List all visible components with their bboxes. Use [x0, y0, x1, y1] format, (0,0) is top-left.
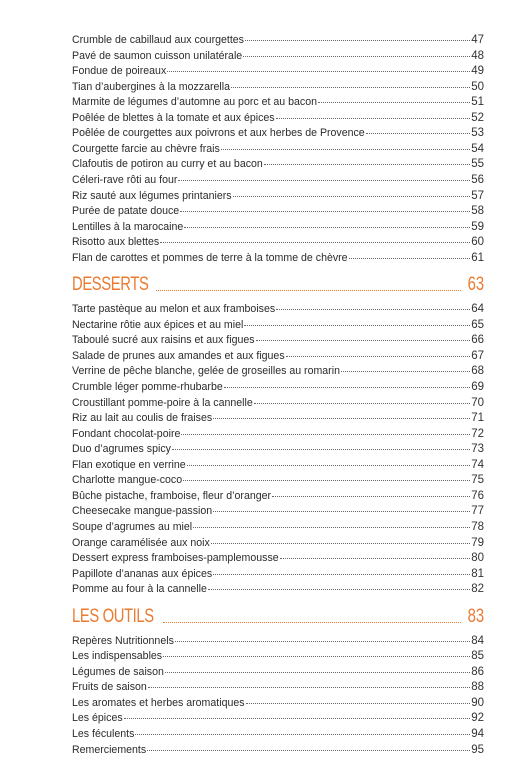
entry-title: Riz sauté aux légumes printaniers	[72, 189, 232, 202]
toc-entry	[72, 697, 484, 709]
entry-title: Fondant chocolat-poire	[72, 427, 181, 440]
entry-page-number: 84	[471, 634, 484, 647]
dot-leader	[264, 164, 470, 165]
toc-entry	[72, 65, 484, 77]
dot-leader	[187, 465, 471, 466]
entry-title: Croustillant pomme-poire à la cannelle	[72, 396, 253, 409]
entry-page-number: 54	[471, 142, 484, 155]
entry-page-number: 77	[471, 505, 484, 518]
toc-entry	[72, 412, 484, 424]
entry-page-number: 76	[471, 489, 484, 502]
entry-page-number: 82	[471, 583, 484, 596]
entry-page-number: 52	[471, 111, 484, 124]
toc-entry	[72, 236, 484, 248]
entry-page-number: 88	[471, 681, 484, 694]
entry-title: Purée de patate douce	[72, 205, 180, 218]
entry-title: Les épices	[72, 712, 123, 725]
entry-page-number: 75	[471, 474, 484, 487]
entry-page-number: 56	[471, 173, 484, 186]
entry-title: Fruits de saison	[72, 681, 147, 694]
entry-title: Charlotte mangue-coco	[72, 474, 183, 487]
section-title: LES OUTILS	[72, 605, 154, 627]
dot-leader	[221, 149, 470, 150]
toc-entry	[72, 666, 484, 678]
toc-entry	[72, 537, 484, 549]
entry-title: Légumes de saison	[72, 665, 164, 678]
entry-title: Cheesecake mangue-passion	[72, 505, 213, 518]
entry-page-number: 86	[471, 665, 484, 678]
toc-entry	[72, 568, 484, 580]
dot-leader	[183, 480, 470, 481]
entry-page-number: 79	[471, 536, 484, 549]
dot-leader	[193, 527, 470, 528]
entry-page-number: 64	[471, 303, 484, 316]
dot-leader	[163, 656, 470, 657]
entry-page-number: 47	[471, 34, 484, 46]
toc-entry	[72, 505, 484, 517]
dot-leader	[124, 718, 471, 719]
entry-title: Lentilles à la marocaine	[72, 220, 184, 233]
toc-entry	[72, 397, 484, 409]
entry-page-number: 90	[471, 696, 484, 709]
entry-page-number: 85	[471, 650, 484, 663]
dot-leader	[163, 622, 461, 623]
dot-leader	[231, 87, 470, 88]
entry-page-number: 49	[471, 65, 484, 78]
entry-title: Poêlée de courgettes aux poivrons et aux herbes de Provence	[72, 127, 365, 140]
dot-leader	[272, 496, 470, 497]
toc-entry	[72, 365, 484, 377]
entry-title: Repères Nutritionnels	[72, 634, 174, 647]
toc-entry	[72, 459, 484, 471]
toc-entry	[72, 583, 484, 595]
toc-entry	[72, 650, 484, 662]
entry-title: Courgette farcie au chèvre frais	[72, 142, 220, 155]
entry-page-number: 95	[471, 743, 484, 756]
dot-leader	[213, 418, 470, 419]
dot-leader	[184, 227, 470, 228]
entry-title: Papillote d’ananas aux épices	[72, 567, 213, 580]
toc-entry	[72, 334, 484, 346]
toc-entry	[72, 174, 484, 186]
entry-page-number: 60	[471, 236, 484, 249]
entry-title: Orange caramélisée aux noix	[72, 536, 210, 549]
toc-entry	[72, 712, 484, 724]
toc-entry	[72, 81, 484, 93]
section-page-number: 83	[467, 605, 484, 627]
dot-leader	[349, 258, 471, 259]
dot-leader	[276, 309, 470, 310]
dot-leader	[160, 242, 470, 243]
dot-leader	[366, 133, 471, 134]
entry-page-number: 61	[471, 251, 484, 264]
toc-entry	[72, 252, 484, 264]
dot-leader	[318, 102, 470, 103]
dot-leader	[246, 703, 471, 704]
dot-leader	[172, 449, 470, 450]
entry-title: Remerciements	[72, 743, 147, 756]
dot-leader	[175, 641, 470, 642]
entry-title: Soupe d’agrumes au miel	[72, 520, 193, 533]
toc-entry	[72, 190, 484, 202]
entry-title: Risotto aux blettes	[72, 236, 160, 249]
dot-leader	[208, 589, 470, 590]
entry-title: Les féculents	[72, 728, 135, 740]
entry-page-number: 58	[471, 205, 484, 218]
entry-page-number: 81	[471, 567, 484, 580]
entry-page-number: 74	[471, 458, 484, 471]
toc-entry	[72, 158, 484, 170]
toc-entry	[72, 350, 484, 362]
dot-leader	[341, 371, 470, 372]
dot-leader	[135, 734, 470, 735]
toc-entry	[72, 521, 484, 533]
dot-leader	[148, 687, 470, 688]
dot-leader	[245, 40, 470, 41]
dot-leader	[244, 325, 470, 326]
entry-page-number: 70	[471, 396, 484, 409]
section-page-number: 63	[467, 274, 484, 296]
entry-page-number: 65	[471, 318, 484, 331]
entry-page-number: 68	[471, 365, 484, 378]
entry-title: Marmite de légumes d’automne au porc et au bacon	[72, 96, 317, 109]
entry-title: Fondue de poireaux	[72, 65, 167, 78]
dot-leader	[180, 211, 470, 212]
entry-title: Taboulé sucré aux raisins et aux figues	[72, 334, 255, 347]
entry-page-number: 50	[471, 80, 484, 93]
toc-entry	[72, 221, 484, 233]
entry-title: Crumble de cabillaud aux courgettes	[72, 34, 244, 46]
dot-leader	[254, 403, 470, 404]
entry-page-number: 94	[471, 728, 484, 740]
toc-entry	[72, 205, 484, 217]
dot-leader	[233, 196, 471, 197]
dot-leader	[156, 290, 461, 291]
entry-page-number: 71	[471, 412, 484, 425]
entry-title: Poêlée de blettes à la tomate et aux épices	[72, 111, 275, 124]
toc-entry	[72, 34, 484, 46]
entry-title: Flan de carottes et pommes de terre à la tomme de chèvre	[72, 251, 348, 264]
entry-page-number: 51	[471, 96, 484, 109]
entry-title: Tarte pastèque au melon et aux framboises	[72, 303, 276, 316]
entry-title: Nectarine rôtie aux épices et au miel	[72, 318, 244, 331]
entry-page-number: 73	[471, 443, 484, 456]
entry-title: Bûche pistache, framboise, fleur d’oranger	[72, 489, 272, 502]
toc-entry	[72, 728, 484, 740]
toc-entry	[72, 681, 484, 693]
toc-entry	[72, 474, 484, 486]
entry-page-number: 69	[471, 381, 484, 393]
dot-leader	[256, 340, 471, 341]
entry-title: Crumble léger pomme-rhubarbe	[72, 381, 223, 393]
toc-entry	[72, 303, 484, 315]
entry-page-number: 53	[471, 127, 484, 140]
toc-entry	[72, 381, 484, 393]
dot-leader	[213, 574, 470, 575]
toc-entry	[72, 490, 484, 502]
entry-page-number: 66	[471, 334, 484, 347]
entry-page-number: 72	[471, 427, 484, 440]
entry-title: Duo d’agrumes spicy	[72, 443, 171, 456]
entry-title: Verrine de pêche blanche, gelée de groseilles au romarin	[72, 365, 340, 378]
dot-leader	[280, 558, 471, 559]
entry-title: Riz au lait au coulis de fraises	[72, 412, 213, 425]
dot-leader	[243, 56, 470, 57]
dot-leader	[147, 750, 470, 751]
toc-entry	[72, 50, 484, 62]
section-title: DESSERTS	[72, 274, 149, 296]
entry-title: Pomme au four à la cannelle	[72, 583, 207, 596]
toc-entry	[72, 428, 484, 440]
section-heading	[72, 275, 484, 295]
toc-entry	[72, 143, 484, 155]
entry-page-number: 67	[471, 349, 484, 362]
entry-title: Tian d’aubergines à la mozzarella	[72, 80, 231, 93]
entry-page-number: 92	[471, 712, 484, 725]
toc-entry	[72, 635, 484, 647]
toc-entry	[72, 96, 484, 108]
entry-title: Céleri-rave rôti au four	[72, 173, 178, 186]
dot-leader	[181, 434, 470, 435]
entry-page-number: 48	[471, 49, 484, 62]
entry-title: Les indispensables	[72, 650, 163, 663]
toc-entry	[72, 127, 484, 139]
dot-leader	[178, 180, 470, 181]
dot-leader	[211, 543, 470, 544]
dot-leader	[224, 387, 470, 388]
entry-title: Salade de prunes aux amandes et aux figues	[72, 349, 285, 362]
entry-title: Les aromates et herbes aromatiques	[72, 696, 245, 709]
dot-leader	[213, 511, 470, 512]
toc-entry	[72, 112, 484, 124]
entry-page-number: 80	[471, 552, 484, 565]
entry-page-number: 78	[471, 520, 484, 533]
toc-entry	[72, 744, 484, 756]
dot-leader	[167, 71, 470, 72]
dot-leader	[276, 118, 471, 119]
dot-leader	[286, 356, 471, 357]
toc-entry	[72, 552, 484, 564]
entry-title: Dessert express framboises-pamplemousse	[72, 552, 279, 565]
toc-entry	[72, 319, 484, 331]
entry-page-number: 55	[471, 158, 484, 171]
section-heading	[72, 607, 484, 627]
entry-title: Clafoutis de potiron au curry et au bacon	[72, 158, 263, 171]
toc-entry	[72, 443, 484, 455]
dot-leader	[165, 672, 470, 673]
entry-page-number: 59	[471, 220, 484, 233]
entry-page-number: 57	[471, 189, 484, 202]
entry-title: Pavé de saumon cuisson unilatérale	[72, 49, 243, 62]
entry-title: Flan exotique en verrine	[72, 458, 186, 471]
